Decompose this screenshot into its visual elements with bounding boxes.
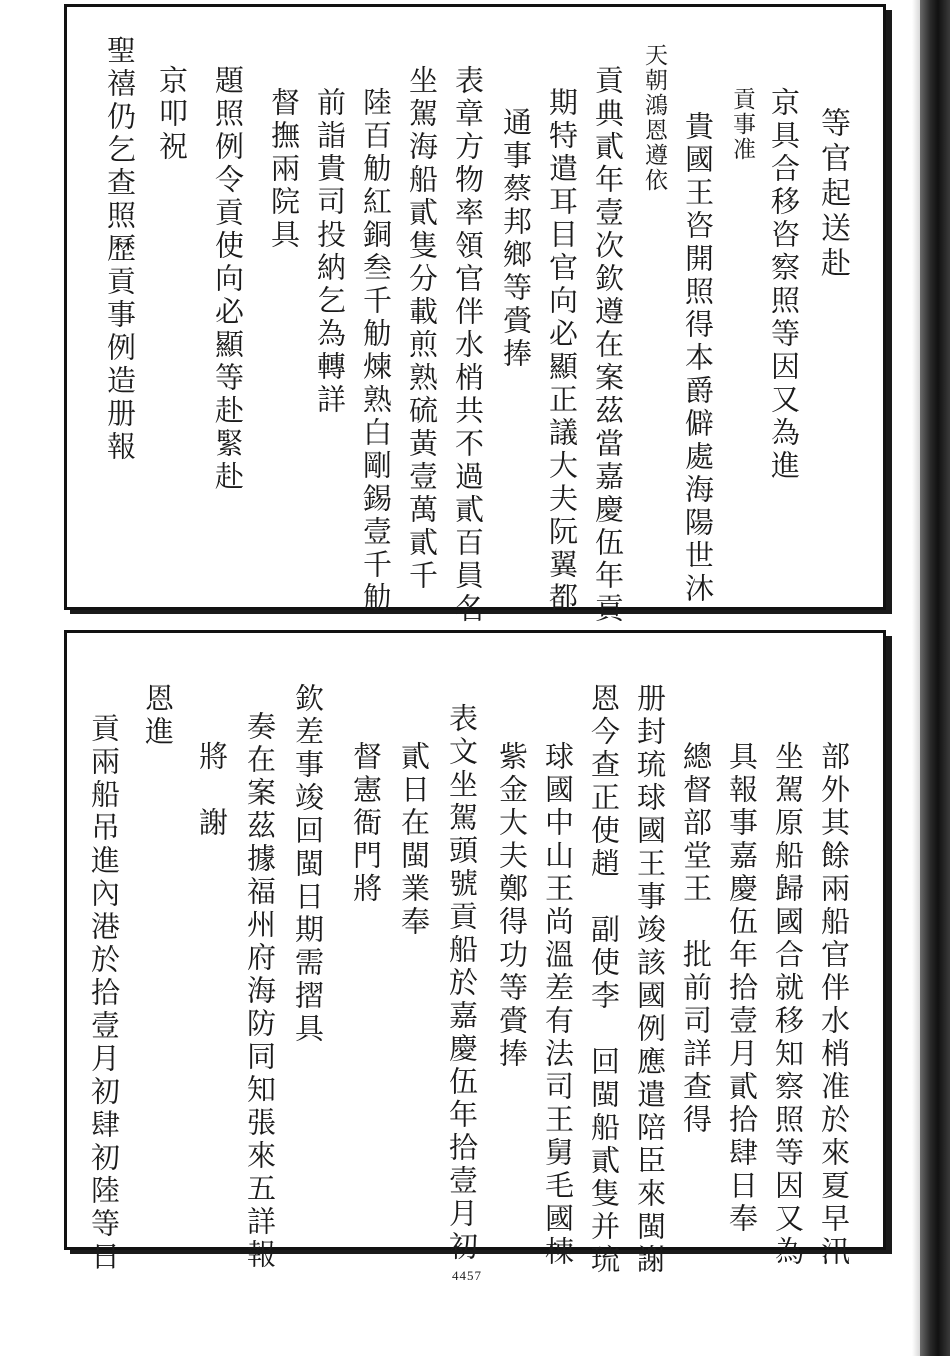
page-edge [912, 0, 920, 1356]
bottom-column-11: 督憲衙門將 [349, 741, 383, 906]
bottom-column-3: 具報事嘉慶伍年拾壹月貳拾肆日奉 [725, 741, 759, 1236]
top-column-1: 京具合移咨察照等因又為進 [767, 87, 801, 483]
bottom-column-9: 表文坐駕頭號貢船於嘉慶伍年拾壹月初 [445, 703, 479, 1264]
top-column-8: 表章方物率領官伴水梢共不過貳百員名 [451, 65, 485, 626]
top-column-10: 陸百觔紅銅叁千觔煉熟白剛錫壹千觔 [359, 87, 393, 615]
top-column-4: 天朝鴻恩遵依 [641, 43, 667, 193]
top-manuscript-panel [64, 4, 886, 626]
top-column-14: 京叩祝 [155, 65, 189, 164]
bottom-column-2: 坐駕原船歸國合就移知察照等因又為 [771, 741, 805, 1269]
top-column-5: 貢典貳年壹次欽遵在案茲當嘉慶伍年貢 [591, 65, 625, 626]
bottom-column-8: 紫金大夫鄭得功等賫捧 [495, 741, 529, 1071]
top-column-7: 通事蔡邦鄉等賫捧 [499, 107, 533, 371]
bottom-column-12: 欽差事竣回閩日期需摺具 [291, 683, 325, 1046]
bottom-column-13: 奏在案茲據福州府海防同知張來五詳報 [243, 711, 277, 1272]
bottom-column-16: 貢兩船吊進內港於拾壹月初肆初陸等日 [87, 713, 121, 1274]
page-number: 4457 [452, 1268, 482, 1283]
book-spine [920, 0, 950, 1356]
top-column-2: 貢事准 [729, 87, 755, 162]
bottom-column-7: 球國中山王尚溫差有法司王舅毛國棟 [541, 741, 575, 1269]
top-column-3: 貴國王咨開照得本爵僻處海陽世沐 [681, 111, 715, 606]
bottom-column-10: 貳日在閩業奉 [397, 741, 431, 939]
top-column-9: 坐駕海船貳隻分載煎熟硫黃壹萬貳千 [405, 65, 439, 593]
top-column-12: 督撫兩院具 [267, 87, 301, 252]
top-column-11: 前詣貴司投納乞為轉詳 [313, 87, 347, 417]
bottom-column-4: 總督部堂王 批前司詳查得 [679, 741, 713, 1137]
bottom-column-15: 恩進 [141, 683, 175, 749]
bottom-column-5: 册封琉球國王事竣該國例應遣陪臣來閩謝 [633, 683, 667, 1277]
bottom-column-1: 部外其餘兩船官伴水梢准於來夏早汛 [817, 741, 851, 1269]
top-column-13: 題照例令貢使向必顯等赴緊赴 [211, 65, 245, 494]
top-column-15: 聖禧仍乞查照歷貢事例造册報 [103, 35, 137, 464]
bottom-column-14: 將 謝 [195, 741, 229, 840]
top-title: 等官起送赴 [815, 107, 850, 282]
bottom-column-6: 恩今查正使趙 副使李 回閩船貳隻并琉 [587, 683, 621, 1277]
top-column-6: 期特遣耳目官向必顯正議大夫阮翼都 [545, 87, 579, 615]
